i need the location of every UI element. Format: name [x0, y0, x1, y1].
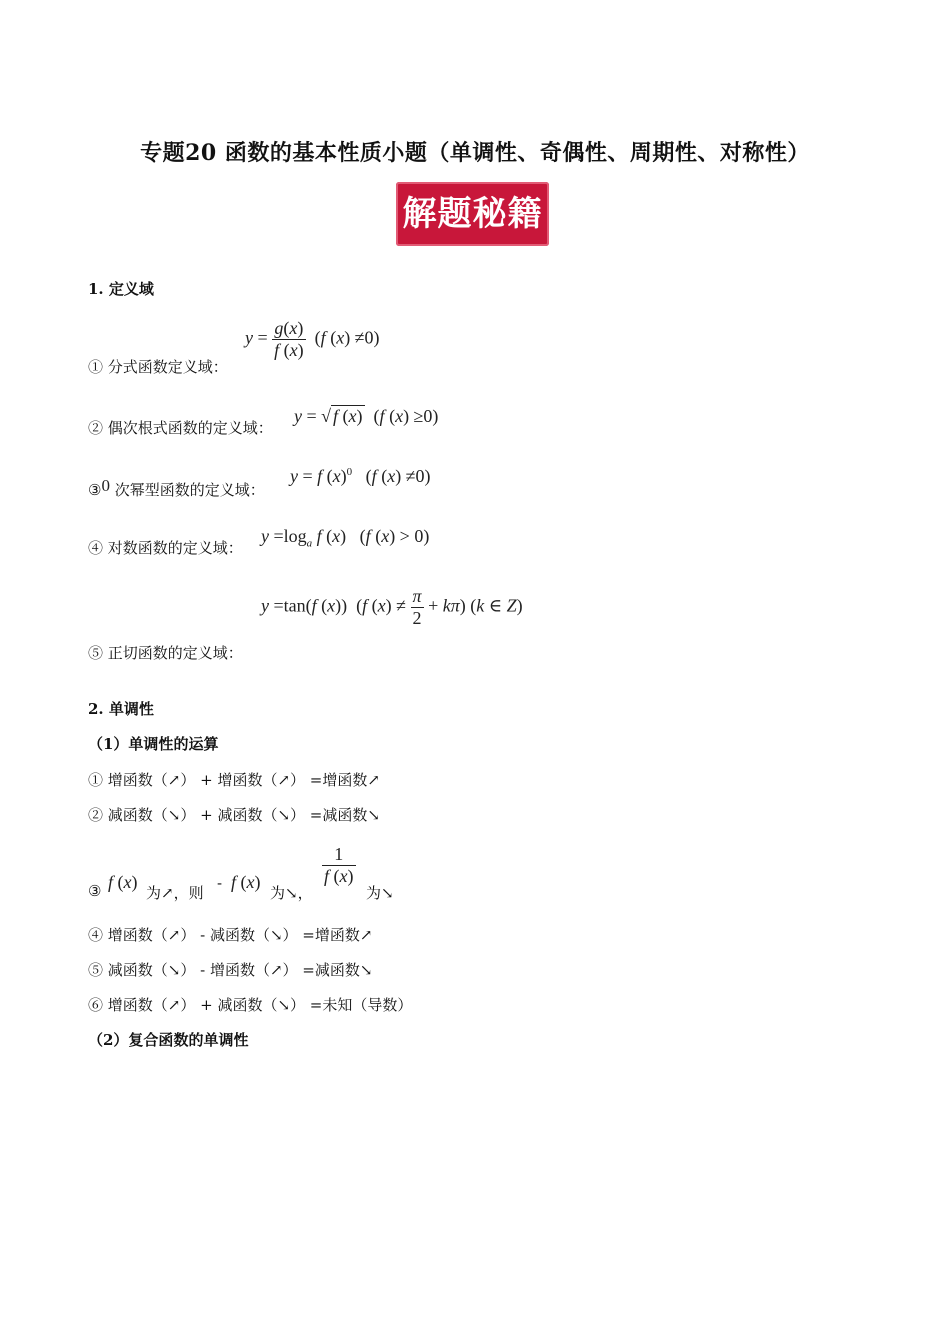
- zero-exponent: 0: [101, 476, 110, 495]
- formula-even-root-domain: y = √ f (x) (f (x) ≥0): [294, 406, 439, 426]
- rule-increase-plus-decrease: ⑥ 增函数（↗） + 减函数（↘） =未知（导数）: [88, 996, 413, 1014]
- formula-f-x-neg: f (x): [231, 872, 261, 892]
- domain-item-zero-power: [88, 476, 265, 500]
- zero-power-index: ③: [88, 481, 102, 499]
- zero-power-label: 次幂型函数的定义域：: [114, 481, 265, 499]
- formula-reciprocal: $\frac{1}{f (x)}$: [324, 844, 354, 886]
- formula-log-domain: $y =\log_a$ f (x) (f (x) > 0): [261, 526, 430, 550]
- rule-3-text-increase: 为↗，则: [146, 884, 204, 902]
- section-stamp: [396, 182, 549, 246]
- formula-zero-power-domain: y = f $(x)^0$ (f (x) ≠0): [290, 466, 431, 486]
- formula-fraction-domain: y = $\frac{g(x)}{f (x)}$ (f (x) ≠0): [245, 318, 380, 360]
- domain-item-log: ④ 对数函数的定义域：: [88, 539, 243, 557]
- page-title: 专题20 函数的基本性质小题（单调性、奇偶性、周期性、对称性）: [140, 140, 810, 166]
- domain-item-fraction: ① 分式函数定义域：: [88, 358, 228, 376]
- domain-item-even-root: ② 偶次根式函数的定义域：: [88, 419, 273, 437]
- rule-increase-minus-decrease: ④ 增函数（↗） - 减函数（↘） =增函数↗: [88, 926, 373, 944]
- rule-decrease-plus-decrease: ② 减函数（↘） + 减函数（↘） =减函数↘: [88, 806, 380, 824]
- formula-f-x: f (x): [108, 872, 138, 892]
- rule-3-minus: -: [217, 874, 223, 892]
- formula-tan-domain: y =tan(f (x)) (f (x) ≠ $\frac{\pi}{2}$ + kπ) (k ∈ Z): [261, 586, 523, 628]
- subheading-monotonic-operations: （1）单调性的运算: [88, 735, 219, 753]
- rule-3-text-decrease: 为↘，: [270, 884, 313, 902]
- rule-3-index: ③: [88, 882, 102, 900]
- stamp-label: 解题秘籍: [402, 194, 543, 234]
- rule-3-text-reciprocal: 为↘: [366, 884, 394, 902]
- subheading-composite-monotonicity: （2）复合函数的单调性: [88, 1031, 249, 1049]
- section-heading-monotonicity: 2. 单调性: [88, 700, 154, 718]
- domain-item-tan: ⑤ 正切函数的定义域：: [88, 644, 243, 662]
- rule-decrease-minus-increase: ⑤ 减函数（↘） - 增函数（↗） =减函数↘: [88, 961, 373, 979]
- section-heading-domain: 1. 定义域: [88, 280, 154, 298]
- rule-increase-plus-increase: ① 增函数（↗） + 增函数（↗） =增函数↗: [88, 771, 380, 789]
